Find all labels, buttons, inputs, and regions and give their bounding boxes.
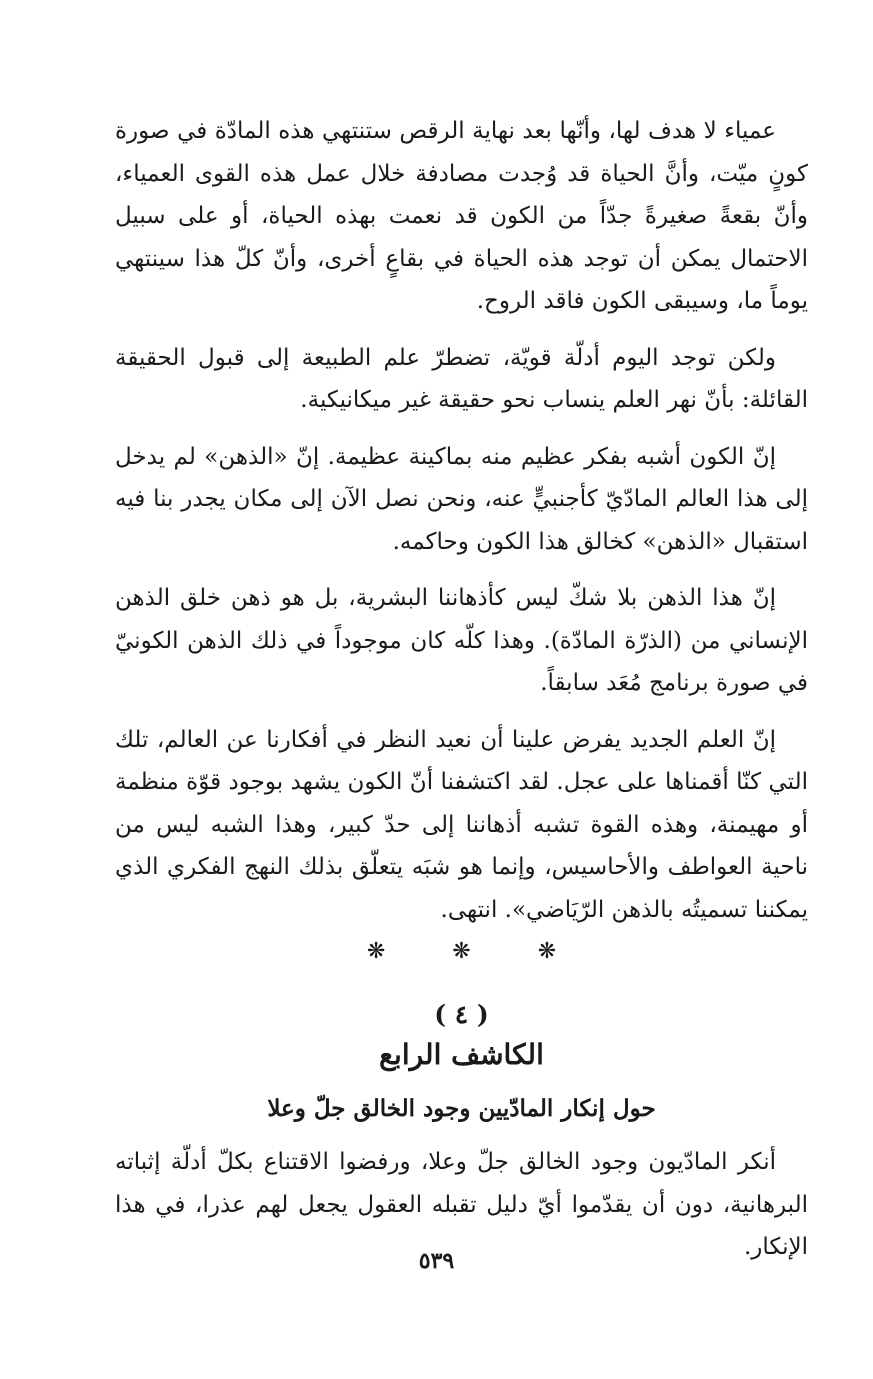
paragraph-2: ولكن توجد اليوم أدلّة قويّة، تضطرّ علم الطبيعة إلى قبول الحقيقة القائلة: بأنّ نهر العلم ينساب نحو حقيقة غير ميكانيكية. bbox=[115, 344, 808, 413]
paragraph-3: إنّ الكون أشبه بفكر عظيم منه بماكينة عظيمة. إنّ «الذهن» لم يدخل إلى هذا العالم المادّيّ كأجنبيٍّ عنه، ونحن نصل الآن إلى مكان يجدر بنا فيه استقبال «الذهن» كخالق هذا الكون وحاكمه. bbox=[115, 443, 808, 555]
paragraph-5: إنّ العلم الجديد يفرض علينا أن نعيد النظر في أفكارنا عن العالم، تلك التي كنّا أقمناها على عجل. لقد اكتشفنا أنّ الكون يشهد بوجود قوّة منظمة أو مهيمنة، وهذه القوة تشبه أذهاننا إلى حدّ كبير، وهذا الشبه ليس من ناحية العواطف والأحاسيس، وإنما هو شبَه يتعلّق بذلك النهج الفكري الذي يمكننا تسميتُه بالذهن الرّيَاضي». انتهى. bbox=[115, 726, 808, 923]
chapter-title: الكاشف الرابع bbox=[379, 1038, 544, 1071]
chapter-paragraph-1: أنكر المادّيون وجود الخالق جلّ وعلا، ورفضوا الاقتناع بكلّ أدلّة إثباته البرهانية، دون أن يقدّموا أيّ دليل تقبله العقول يجعل لهم عذرا، في هذا الإنكار. bbox=[115, 1149, 808, 1260]
paragraph-1: عمياء لا هدف لها، وأنّها بعد نهاية الرقص ستنتهي هذه المادّة في صورة كونٍ ميّت، وأنَّ الحياة قد وُجدت مصادفة خلال عمل هذه القوى العمياء، وأنّ بقعةً صغيرةً جدّاً من الكون قد نعمت بهذه الحياة، أو على سبيل الاحتمال يمكن أن توجد هذه الحياة في بقاعٍ أخرى، وأنّ كلّ هذا سينتهي يوماً ما، وسيبقى الكون فاقد الروح. bbox=[115, 118, 808, 314]
section-separator: ❋ ❋ ❋ bbox=[366, 939, 587, 964]
section-title: حول إنكار المادّيين وجود الخالق جلّ وعلا bbox=[267, 1095, 656, 1122]
page-number: ٥٣٩ bbox=[418, 1248, 455, 1274]
page-body bbox=[115, 110, 808, 1283]
chapter-number: ( ٤ ) bbox=[434, 1000, 489, 1029]
paragraph-4: إنّ هذا الذهن بلا شكّ ليس كأذهاننا البشرية، بل هو ذهن خلق الذهن الإنساني من (الذرّة المادّة). وهذا كلّه كان موجوداً في ذلك الذهن الكونيّ في صورة برنامج مُعَد سابقاً. bbox=[115, 585, 808, 696]
